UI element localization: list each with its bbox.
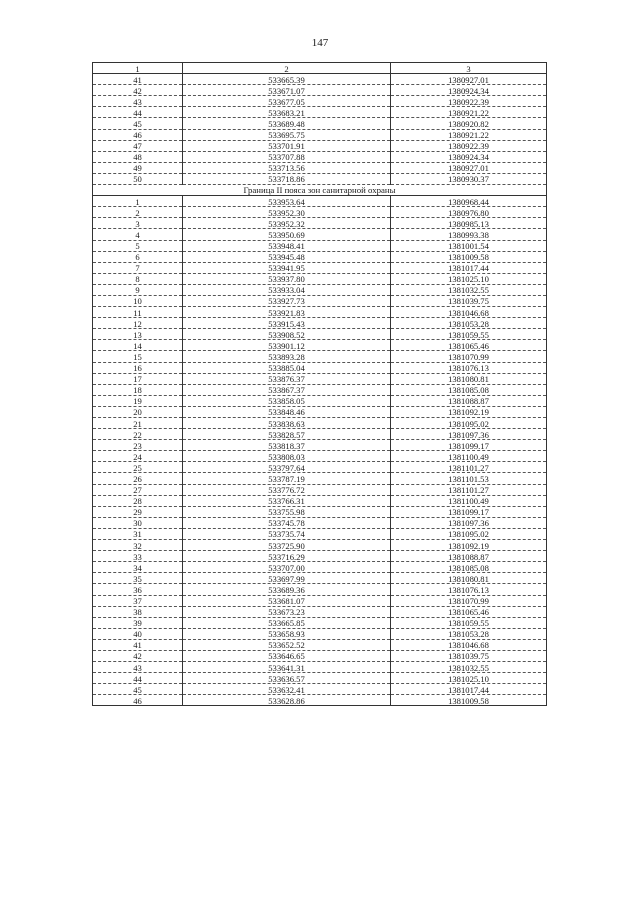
y-coordinate-cell: 1380993.38: [391, 229, 547, 240]
point-number-cell: 36: [93, 584, 183, 595]
point-number-cell: 48: [93, 151, 183, 162]
point-number-cell: 3: [93, 218, 183, 229]
point-number-cell: 47: [93, 140, 183, 151]
y-coordinate-cell: 1381088.87: [391, 551, 547, 562]
x-coordinate-cell: 533681.07: [183, 595, 391, 606]
point-number-cell: 16: [93, 362, 183, 373]
x-coordinate-cell: 533713.56: [183, 162, 391, 173]
x-coordinate-cell: 533885.04: [183, 362, 391, 373]
y-coordinate-cell: 1381009.58: [391, 695, 547, 706]
y-coordinate-cell: 1380922.39: [391, 140, 547, 151]
point-number-cell: 46: [93, 129, 183, 140]
table-row: [93, 85, 547, 96]
point-number-cell: 17: [93, 373, 183, 384]
x-coordinate-cell: 533921.83: [183, 307, 391, 318]
x-coordinate-cell: 533945.48: [183, 251, 391, 262]
table-row: [93, 517, 547, 528]
point-number-cell: 6: [93, 251, 183, 262]
table-row: [93, 151, 547, 162]
x-coordinate-cell: 533697.99: [183, 573, 391, 584]
x-coordinate-cell: 533689.48: [183, 118, 391, 129]
x-coordinate-cell: 533838.63: [183, 418, 391, 429]
table-row: [93, 229, 547, 240]
point-number-cell: 4: [93, 229, 183, 240]
point-number-cell: 10: [93, 295, 183, 306]
y-coordinate-cell: 1381065.46: [391, 606, 547, 617]
x-coordinate-cell: 533745.78: [183, 517, 391, 528]
table-row: [93, 196, 547, 207]
x-coordinate-cell: 533937.80: [183, 273, 391, 284]
table-row: [93, 362, 547, 373]
x-coordinate-cell: 533933.04: [183, 284, 391, 295]
section-title: Граница II пояса зон санитарной охраны: [93, 185, 547, 196]
point-number-cell: 43: [93, 662, 183, 673]
table-row: [93, 129, 547, 140]
point-number-cell: 11: [93, 307, 183, 318]
x-coordinate-cell: 533893.28: [183, 351, 391, 362]
y-coordinate-cell: 1380930.37: [391, 173, 547, 184]
table-row: [93, 451, 547, 462]
y-coordinate-cell: 1381099.17: [391, 440, 547, 451]
x-coordinate-cell: 533927.73: [183, 295, 391, 306]
x-coordinate-cell: 533716.29: [183, 551, 391, 562]
x-coordinate-cell: 533952.32: [183, 218, 391, 229]
y-coordinate-cell: 1381025.10: [391, 673, 547, 684]
table-row: [93, 373, 547, 384]
point-number-cell: 15: [93, 351, 183, 362]
point-number-cell: 40: [93, 628, 183, 639]
point-number-cell: 45: [93, 118, 183, 129]
x-coordinate-cell: 533808.03: [183, 451, 391, 462]
y-coordinate-cell: 1381100.49: [391, 451, 547, 462]
point-number-cell: 44: [93, 107, 183, 118]
x-coordinate-cell: 533636.57: [183, 673, 391, 684]
point-number-cell: 35: [93, 573, 183, 584]
y-coordinate-cell: 1381095.02: [391, 418, 547, 429]
y-coordinate-cell: 1381085.08: [391, 562, 547, 573]
y-coordinate-cell: 1380924.34: [391, 85, 547, 96]
y-coordinate-cell: 1381032.55: [391, 284, 547, 295]
x-coordinate-cell: 533652.52: [183, 639, 391, 650]
x-coordinate-cell: 533867.37: [183, 384, 391, 395]
x-coordinate-cell: 533646.65: [183, 650, 391, 661]
x-coordinate-cell: 533952.30: [183, 207, 391, 218]
point-number-cell: 14: [93, 340, 183, 351]
table-row: [93, 295, 547, 306]
y-coordinate-cell: 1380927.01: [391, 74, 547, 85]
x-coordinate-cell: 533641.31: [183, 662, 391, 673]
x-coordinate-cell: 533848.46: [183, 406, 391, 417]
y-coordinate-cell: 1381017.44: [391, 684, 547, 695]
x-coordinate-cell: 533628.86: [183, 695, 391, 706]
table-row: [93, 628, 547, 639]
table-row: [93, 284, 547, 295]
table-row: [93, 650, 547, 661]
y-coordinate-cell: 1381076.13: [391, 584, 547, 595]
table-row: [93, 562, 547, 573]
y-coordinate-cell: 1381070.99: [391, 351, 547, 362]
x-coordinate-cell: 533941.95: [183, 262, 391, 273]
table-row: [93, 329, 547, 340]
point-number-cell: 5: [93, 240, 183, 251]
y-coordinate-cell: 1381099.17: [391, 506, 547, 517]
point-number-cell: 37: [93, 595, 183, 606]
point-number-cell: 29: [93, 506, 183, 517]
x-coordinate-cell: 533665.39: [183, 74, 391, 85]
point-number-cell: 33: [93, 551, 183, 562]
x-coordinate-cell: 533953.64: [183, 196, 391, 207]
x-coordinate-cell: 533707.00: [183, 562, 391, 573]
point-number-cell: 24: [93, 451, 183, 462]
x-coordinate-cell: 533725.90: [183, 540, 391, 551]
x-coordinate-cell: 533673.23: [183, 606, 391, 617]
y-coordinate-cell: 1381092.19: [391, 406, 547, 417]
y-coordinate-cell: 1381080.81: [391, 373, 547, 384]
point-number-cell: 9: [93, 284, 183, 295]
point-number-cell: 44: [93, 673, 183, 684]
x-coordinate-cell: 533677.05: [183, 96, 391, 107]
table-row: [93, 251, 547, 262]
point-number-cell: 32: [93, 540, 183, 551]
x-coordinate-cell: 533671.07: [183, 85, 391, 96]
point-number-cell: 34: [93, 562, 183, 573]
table-row: [93, 673, 547, 684]
x-coordinate-cell: 533735.74: [183, 528, 391, 539]
table-row: [93, 662, 547, 673]
y-coordinate-cell: 1381097.36: [391, 429, 547, 440]
point-number-cell: 41: [93, 74, 183, 85]
point-number-cell: 45: [93, 684, 183, 695]
x-coordinate-cell: 533632.41: [183, 684, 391, 695]
table-row: [93, 639, 547, 650]
y-coordinate-cell: 1381001.54: [391, 240, 547, 251]
x-coordinate-cell: 533776.72: [183, 484, 391, 495]
x-coordinate-cell: 533665.85: [183, 617, 391, 628]
section-title-row: [93, 185, 547, 196]
y-coordinate-cell: 1381101.27: [391, 462, 547, 473]
table-row: [93, 462, 547, 473]
y-coordinate-cell: 1381059.55: [391, 617, 547, 628]
point-number-cell: 21: [93, 418, 183, 429]
y-coordinate-cell: 1380985.13: [391, 218, 547, 229]
point-number-cell: 22: [93, 429, 183, 440]
table-header-row: [93, 63, 547, 74]
header-column-3: 3: [391, 63, 547, 74]
y-coordinate-cell: 1381065.46: [391, 340, 547, 351]
point-number-cell: 20: [93, 406, 183, 417]
y-coordinate-cell: 1381053.28: [391, 318, 547, 329]
x-coordinate-cell: 533755.98: [183, 506, 391, 517]
header-column-2: 2: [183, 63, 391, 74]
point-number-cell: 42: [93, 650, 183, 661]
y-coordinate-cell: 1381032.55: [391, 662, 547, 673]
point-number-cell: 25: [93, 462, 183, 473]
point-number-cell: 50: [93, 173, 183, 184]
point-number-cell: 30: [93, 517, 183, 528]
table-row: [93, 173, 547, 184]
x-coordinate-cell: 533818.37: [183, 440, 391, 451]
y-coordinate-cell: 1381076.13: [391, 362, 547, 373]
point-number-cell: 41: [93, 639, 183, 650]
table-row: [93, 340, 547, 351]
table-row: [93, 506, 547, 517]
point-number-cell: 18: [93, 384, 183, 395]
table-row: [93, 318, 547, 329]
x-coordinate-cell: 533908.52: [183, 329, 391, 340]
table-row: [93, 495, 547, 506]
y-coordinate-cell: 1381053.28: [391, 628, 547, 639]
x-coordinate-cell: 533766.31: [183, 495, 391, 506]
table-row: [93, 395, 547, 406]
x-coordinate-cell: 533950.69: [183, 229, 391, 240]
y-coordinate-cell: 1381100.49: [391, 495, 547, 506]
point-number-cell: 2: [93, 207, 183, 218]
y-coordinate-cell: 1381085.08: [391, 384, 547, 395]
table-row: [93, 107, 547, 118]
x-coordinate-cell: 533689.36: [183, 584, 391, 595]
table-row: [93, 240, 547, 251]
y-coordinate-cell: 1381080.81: [391, 573, 547, 584]
x-coordinate-cell: 533695.75: [183, 129, 391, 140]
table-row: [93, 207, 547, 218]
table-row: [93, 484, 547, 495]
y-coordinate-cell: 1380924.34: [391, 151, 547, 162]
y-coordinate-cell: 1381070.99: [391, 595, 547, 606]
coordinates-table-body: [93, 63, 547, 706]
table-row: [93, 351, 547, 362]
x-coordinate-cell: 533915.43: [183, 318, 391, 329]
point-number-cell: 19: [93, 395, 183, 406]
table-row: [93, 74, 547, 85]
point-number-cell: 49: [93, 162, 183, 173]
y-coordinate-cell: 1381046.68: [391, 307, 547, 318]
point-number-cell: 23: [93, 440, 183, 451]
table-row: [93, 273, 547, 284]
y-coordinate-cell: 1381025.10: [391, 273, 547, 284]
x-coordinate-cell: 533683.21: [183, 107, 391, 118]
coordinates-table: [92, 62, 547, 706]
point-number-cell: 12: [93, 318, 183, 329]
table-row: [93, 684, 547, 695]
table-row: [93, 218, 547, 229]
table-row: [93, 440, 547, 451]
y-coordinate-cell: 1381097.36: [391, 517, 547, 528]
x-coordinate-cell: 533797.64: [183, 462, 391, 473]
point-number-cell: 8: [93, 273, 183, 284]
y-coordinate-cell: 1380921.22: [391, 107, 547, 118]
table-row: [93, 473, 547, 484]
y-coordinate-cell: 1380976.80: [391, 207, 547, 218]
x-coordinate-cell: 533901.12: [183, 340, 391, 351]
y-coordinate-cell: 1380968.44: [391, 196, 547, 207]
table-row: [93, 262, 547, 273]
y-coordinate-cell: 1381101.53: [391, 473, 547, 484]
x-coordinate-cell: 533858.05: [183, 395, 391, 406]
x-coordinate-cell: 533658.93: [183, 628, 391, 639]
table-row: [93, 406, 547, 417]
point-number-cell: 39: [93, 617, 183, 628]
table-row: [93, 384, 547, 395]
point-number-cell: 27: [93, 484, 183, 495]
table-row: [93, 162, 547, 173]
table-row: [93, 429, 547, 440]
table-row: [93, 140, 547, 151]
table-row: [93, 118, 547, 129]
point-number-cell: 1: [93, 196, 183, 207]
page-number: 147: [311, 37, 329, 49]
y-coordinate-cell: 1381088.87: [391, 395, 547, 406]
y-coordinate-cell: 1381017.44: [391, 262, 547, 273]
table-row: [93, 606, 547, 617]
point-number-cell: 46: [93, 695, 183, 706]
table-row: [93, 307, 547, 318]
x-coordinate-cell: 533828.57: [183, 429, 391, 440]
y-coordinate-cell: 1381039.75: [391, 650, 547, 661]
table-row: [93, 695, 547, 706]
y-coordinate-cell: 1381046.68: [391, 639, 547, 650]
x-coordinate-cell: 533707.88: [183, 151, 391, 162]
point-number-cell: 43: [93, 96, 183, 107]
point-number-cell: 13: [93, 329, 183, 340]
y-coordinate-cell: 1381092.19: [391, 540, 547, 551]
x-coordinate-cell: 533787.19: [183, 473, 391, 484]
y-coordinate-cell: 1381009.58: [391, 251, 547, 262]
x-coordinate-cell: 533948.41: [183, 240, 391, 251]
x-coordinate-cell: 533701.91: [183, 140, 391, 151]
y-coordinate-cell: 1381039.75: [391, 295, 547, 306]
table-row: [93, 418, 547, 429]
point-number-cell: 31: [93, 528, 183, 539]
x-coordinate-cell: 533718.86: [183, 173, 391, 184]
y-coordinate-cell: 1380920.82: [391, 118, 547, 129]
table-row: [93, 584, 547, 595]
point-number-cell: 38: [93, 606, 183, 617]
table-row: [93, 573, 547, 584]
x-coordinate-cell: 533876.37: [183, 373, 391, 384]
y-coordinate-cell: 1381059.55: [391, 329, 547, 340]
y-coordinate-cell: 1381101.27: [391, 484, 547, 495]
header-column-1: 1: [93, 63, 183, 74]
point-number-cell: 26: [93, 473, 183, 484]
table-row: [93, 540, 547, 551]
table-row: [93, 96, 547, 107]
point-number-cell: 7: [93, 262, 183, 273]
point-number-cell: 28: [93, 495, 183, 506]
y-coordinate-cell: 1380922.39: [391, 96, 547, 107]
point-number-cell: 42: [93, 85, 183, 96]
table-row: [93, 551, 547, 562]
table-row: [93, 528, 547, 539]
y-coordinate-cell: 1381095.02: [391, 528, 547, 539]
y-coordinate-cell: 1380927.01: [391, 162, 547, 173]
table-row: [93, 595, 547, 606]
y-coordinate-cell: 1380921.22: [391, 129, 547, 140]
table-row: [93, 617, 547, 628]
